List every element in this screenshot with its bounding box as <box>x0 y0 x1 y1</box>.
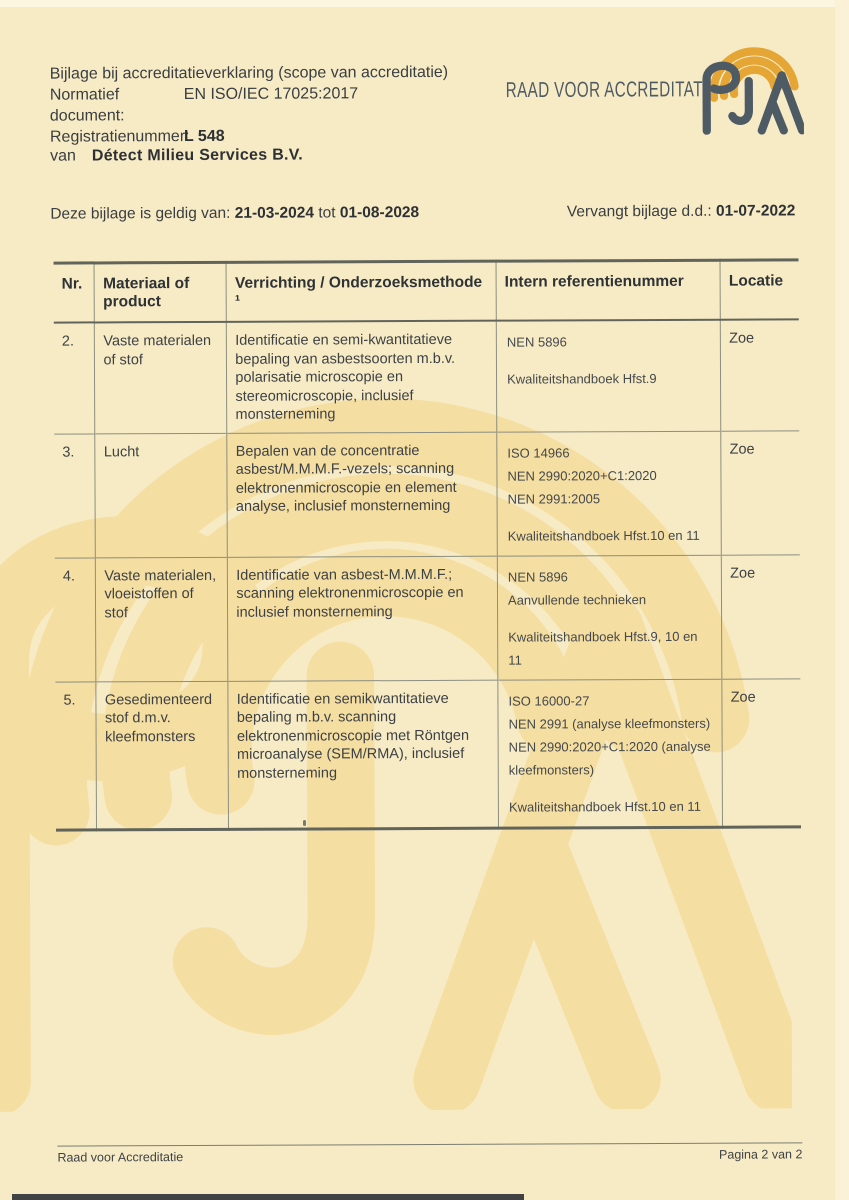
vervangt-date: 01-07-2022 <box>715 202 796 220</box>
col-header-materiaal: Materiaal of product <box>94 262 226 322</box>
validity-right <box>567 202 795 221</box>
van-label: van <box>50 147 76 165</box>
cell-locatie: Zoe <box>722 678 801 826</box>
table-header-row <box>54 260 799 323</box>
cell-verrichting: Identificatie van asbest-M.M.M.F.; scanning elektronenmicroscopie en inclusief monsterneming <box>228 556 498 681</box>
registratie-label: Registratienummer: <box>49 128 190 146</box>
normatief-line <box>50 83 449 127</box>
reference-entry: Aanvullende technieken <box>507 591 647 608</box>
cell-locatie: Zoe <box>721 319 800 430</box>
cell-referenties <box>498 679 723 828</box>
reference-entry: NEN 5896 <box>506 334 567 350</box>
col-header-nr: Nr. <box>61 275 83 293</box>
cell-referenties <box>496 320 721 432</box>
reference-entry: NEN 2991:2005 <box>507 490 601 507</box>
cell-referenties <box>497 431 722 556</box>
cell-materiaal: Lucht <box>95 433 227 558</box>
scan-speck <box>303 820 306 826</box>
scope-table <box>54 258 801 831</box>
rva-brand <box>506 38 806 134</box>
normatief-label: Normatief document: <box>49 86 125 125</box>
cell-nr: 3. <box>62 444 75 461</box>
registratie-line <box>50 125 449 148</box>
rva-brand-text: RAAD VOOR ACCREDITATIE <box>505 77 719 103</box>
table-row <box>55 554 801 681</box>
reference-entry: ISO 14966 <box>507 444 570 461</box>
page-footer <box>57 1142 802 1164</box>
organization-name: Détect Milieu Services B.V. <box>91 146 304 165</box>
footer-left: Raad voor Accreditatie <box>57 1150 184 1165</box>
col-header-locatie: Locatie <box>720 260 799 320</box>
geldig-label: Deze bijlage is geldig van: <box>50 204 231 223</box>
cell-verrichting: Identificatie en semikwantitatieve bepaling m.b.v. scanning elektronenmicroscopie met Röntgen microanalyse (SEM/RMA), inclusief monsterneming <box>228 680 498 829</box>
document-header <box>50 62 449 148</box>
reference-entry: NEN 2990:2020+C1:2020 (analyse kleefmonsters) <box>508 738 711 778</box>
cell-referenties <box>497 555 722 680</box>
cell-locatie: Zoe <box>721 430 800 554</box>
table-row <box>55 678 801 829</box>
tot-label: tot <box>318 204 336 222</box>
vervangt-label: Vervangt bijlage d.d.: <box>566 202 712 221</box>
page-title: Bijlage bij accreditatieverklaring (scope van accreditatie) <box>49 63 449 83</box>
scope-table-body <box>54 319 801 829</box>
cell-nr: 4. <box>62 568 76 585</box>
valid-until-date: 01-08-2028 <box>339 204 420 222</box>
cell-materiaal: Gesedimenteerd stof d.m.v. kleefmonsters <box>96 681 229 830</box>
reference-entry: ISO 16000-27 <box>508 692 590 709</box>
reference-entry: NEN 2991 (analyse kleefmonsters) <box>508 715 711 732</box>
valid-from-date: 21-03-2024 <box>234 204 315 222</box>
table-row <box>54 430 800 557</box>
cell-materiaal: Vaste materialen, vloeistoffen of stof <box>96 557 228 682</box>
kwaliteitshandboek-entry: Kwaliteitshandboek Hfst.10 en 11 <box>507 527 700 544</box>
kwaliteitshandboek-entry: Kwaliteitshandboek Hfst.10 en 11 <box>508 798 701 815</box>
col-header-referentienummer: Intern referentienummer <box>496 260 720 320</box>
reference-entry: NEN 2990:2020+C1:2020 <box>507 467 657 484</box>
validity-left <box>50 204 419 224</box>
validity-line <box>50 202 795 223</box>
col-header-verrichting: Verrichting / Onderzoeksmethode ¹ <box>226 261 496 322</box>
cell-verrichting: Bepalen van de concentratie asbest/M.M.M.F.-vezels; scanning elektronenmicroscopie en element analyse, inclusief monsterneming <box>227 432 497 557</box>
title-line <box>50 62 449 85</box>
cell-locatie: Zoe <box>722 554 801 678</box>
rva-logo-icon <box>694 38 804 134</box>
cell-nr: 5. <box>63 692 76 709</box>
cell-verrichting: Identificatie en semi-kwantitatieve bepaling van asbestsoorten m.b.v. polarisatie microscopie en stereomicroscopie, inclusief monsterneming <box>227 321 497 433</box>
footer-page-number: Pagina 2 van 2 <box>718 1147 803 1162</box>
kwaliteitshandboek-entry: Kwaliteitshandboek Hfst.9, 10 en 11 <box>508 628 698 668</box>
kwaliteitshandboek-entry: Kwaliteitshandboek Hfst.9 <box>507 370 657 387</box>
cell-materiaal: Vaste materialen of stof <box>95 322 227 434</box>
organization-line <box>50 147 303 166</box>
table-row <box>54 319 799 433</box>
normatief-value: EN ISO/IEC 17025:2017 <box>183 85 359 104</box>
scan-artifact-bar <box>12 1194 524 1200</box>
cell-nr: 2. <box>61 333 74 350</box>
registratie-value: L 548 <box>183 127 225 146</box>
reference-entry: NEN 5896 <box>507 568 568 585</box>
